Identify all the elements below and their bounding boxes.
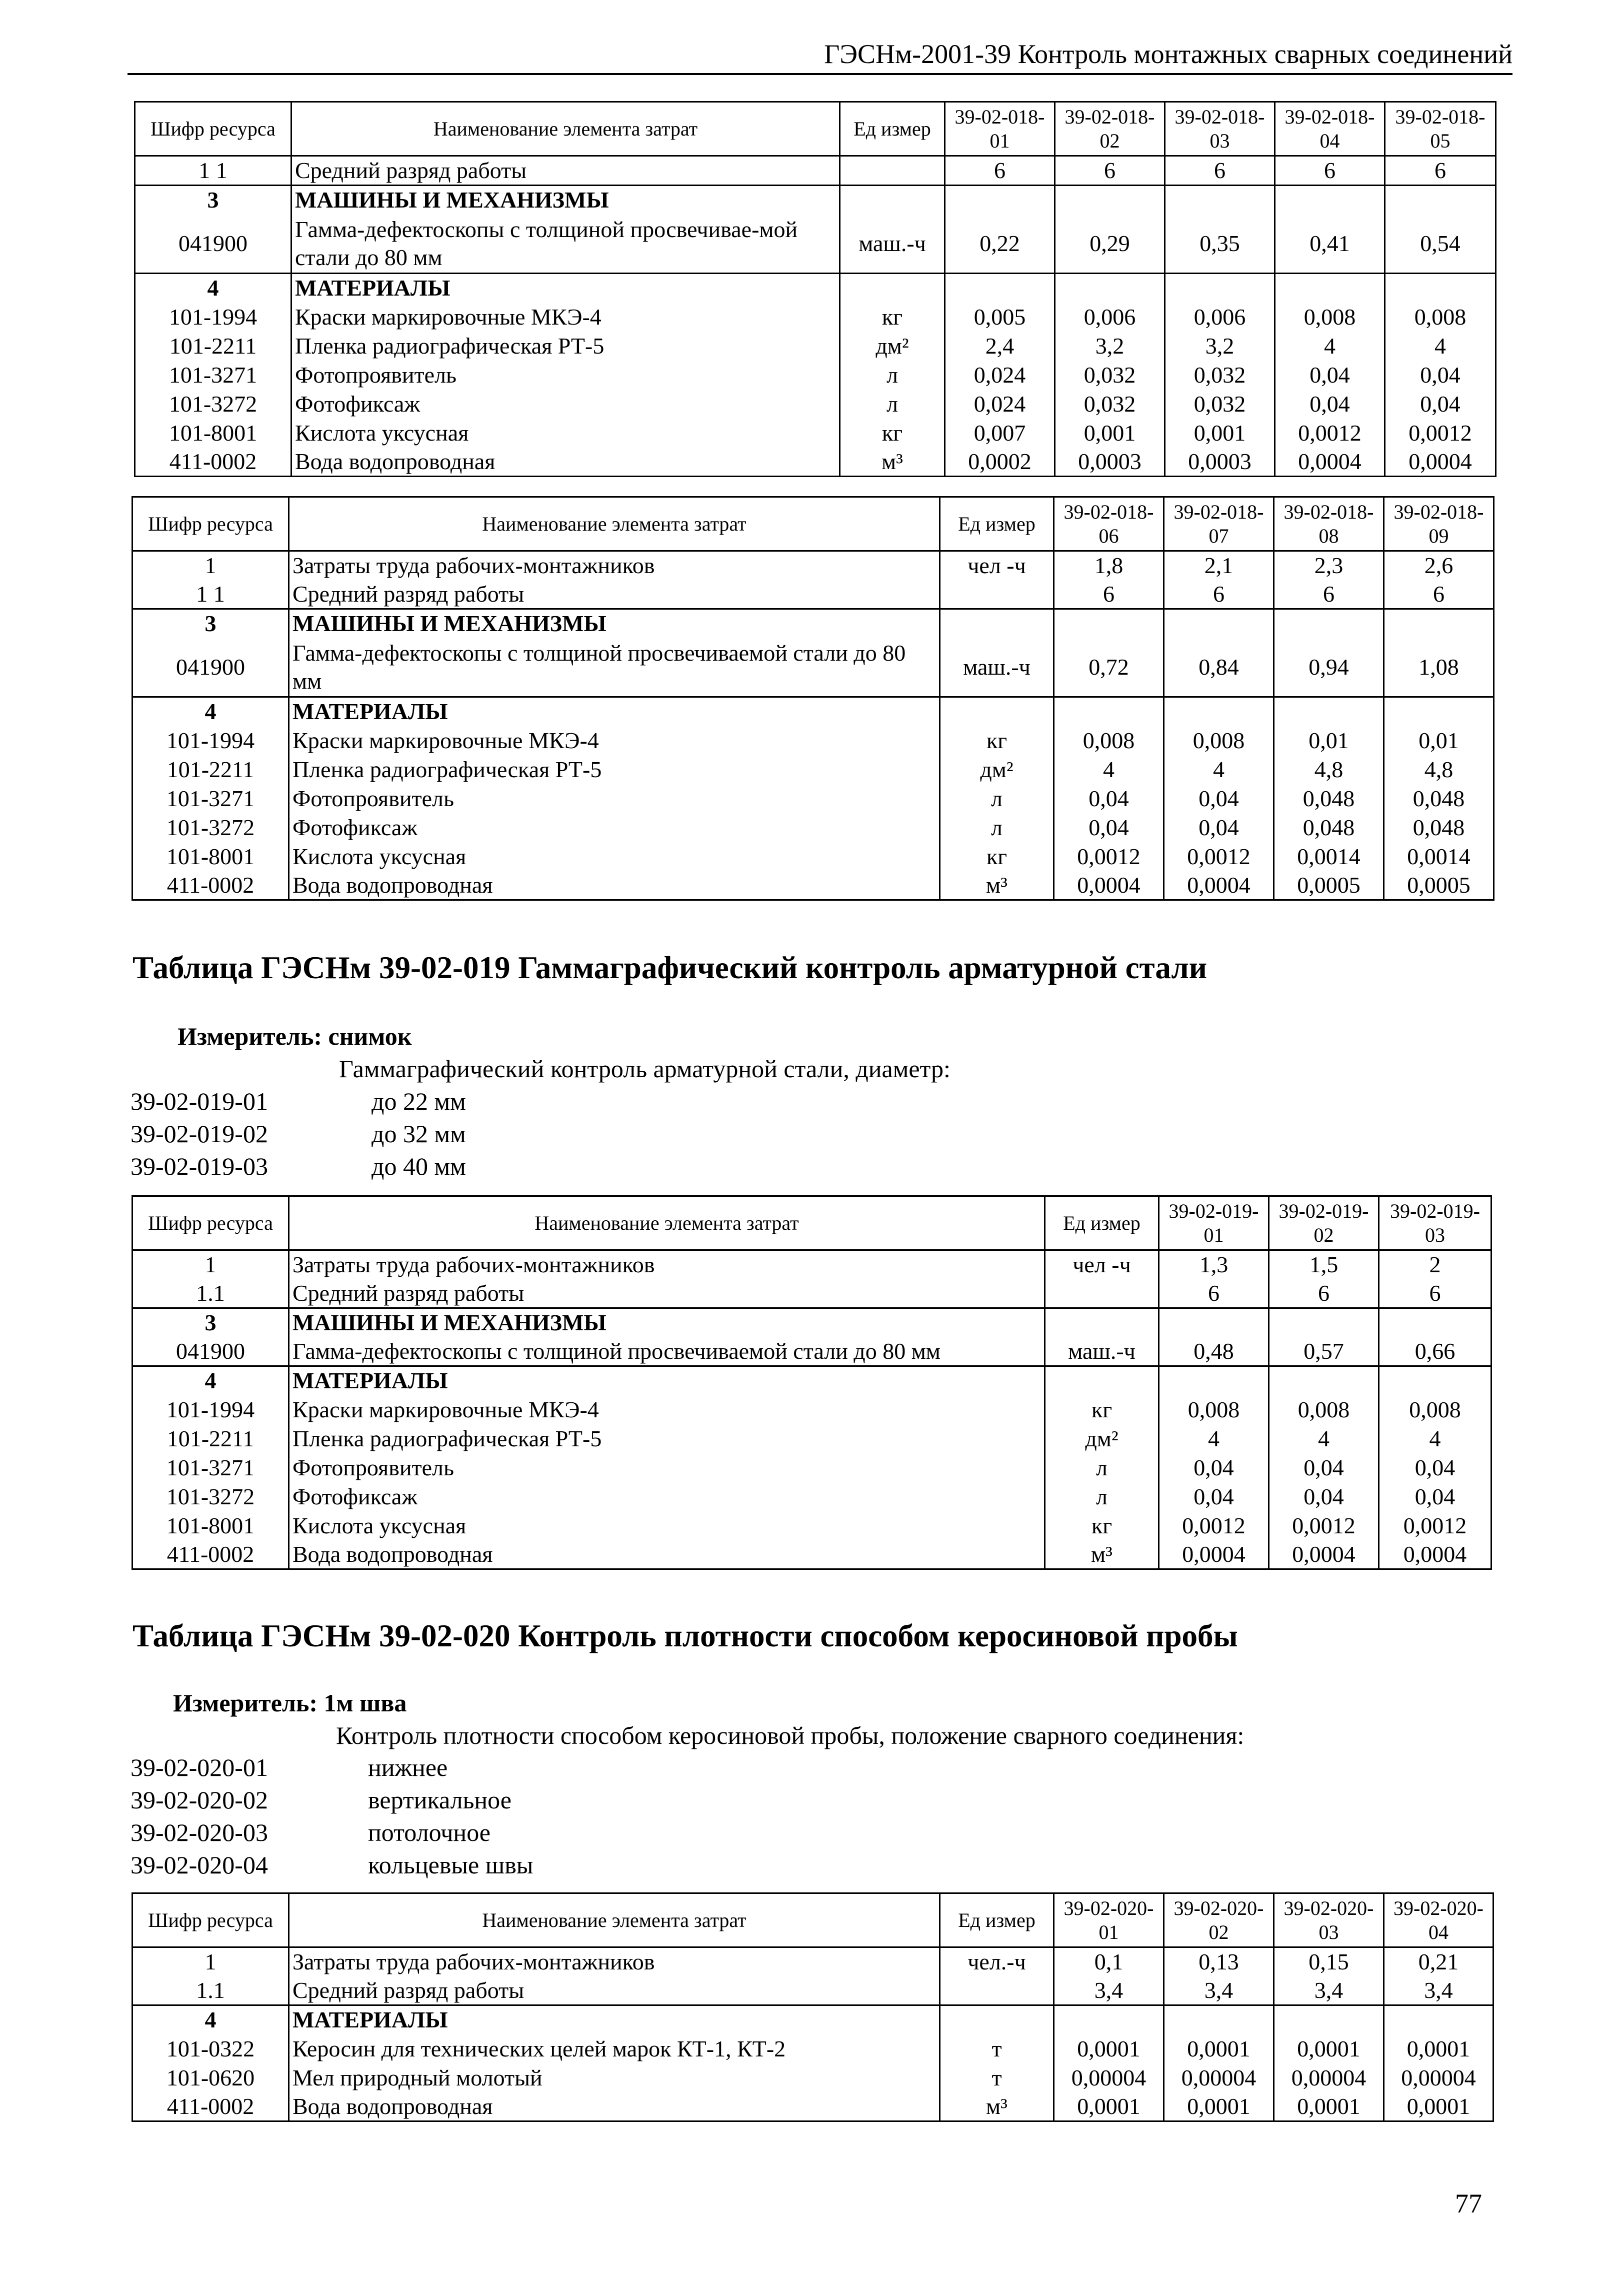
cell-code: 101-3272	[132, 1482, 289, 1511]
cell-value: 0,04	[1159, 1453, 1269, 1482]
cell-value: 0,00004	[1274, 2063, 1384, 2092]
section-heading: МАШИНЫ И МЕХАНИЗМЫ	[289, 609, 940, 638]
cell-name: Затраты труда рабочих-монтажников	[289, 1250, 1045, 1279]
cell-value: 0,00004	[1384, 2063, 1494, 2092]
header-rule	[128, 73, 1512, 75]
col-header-code-col: 39-02-018-05	[1385, 102, 1496, 156]
cell-code: 101-2211	[135, 332, 292, 361]
cell-code: 411-0002	[132, 1540, 289, 1569]
table-39-02-020	[132, 1892, 1494, 2122]
cell-unit: кг	[840, 303, 945, 332]
cell-value: 0,0004	[1385, 448, 1496, 477]
col-header-code-col: 39-02-018-08	[1274, 497, 1384, 551]
cell-code: 101-3272	[132, 813, 289, 842]
cell-code: 101-3272	[135, 390, 292, 419]
cell-value: 0,001	[1055, 419, 1165, 448]
cell-unit: л	[1045, 1482, 1159, 1511]
cell-value: 2,6	[1384, 551, 1494, 580]
cell-code: 4	[135, 274, 292, 303]
cell-code: 101-3271	[132, 784, 289, 813]
cell-value: 0,04	[1054, 813, 1164, 842]
cell-unit: маш.-ч	[940, 638, 1054, 697]
cell-value: 0,006	[1055, 303, 1165, 332]
section-description: Контроль плотности способом керосиновой пробы, положение сварного соединения:	[336, 1721, 1244, 1749]
cell-code: 101-2211	[132, 1424, 289, 1453]
cell-name: Пленка радиографическая РТ-5	[289, 755, 940, 784]
cell-unit: чел -ч	[1045, 1250, 1159, 1279]
col-header-code: Шифр ресурса	[135, 102, 292, 156]
col-header-unit: Ед измер	[940, 1893, 1054, 1947]
cell-value: 0,0014	[1274, 842, 1384, 871]
col-header-name: Наименование элемента затрат	[292, 102, 840, 156]
cell-value: 6	[1269, 1279, 1379, 1308]
cell-value: 0,007	[945, 419, 1055, 448]
cell-unit: кг	[940, 726, 1054, 755]
cell-unit: маш.-ч	[840, 215, 945, 274]
cell-value: 1,08	[1384, 638, 1494, 697]
cell-code: 3	[135, 186, 292, 215]
cell-value: 0,032	[1055, 361, 1165, 390]
col-header-code: Шифр ресурса	[132, 1893, 289, 1947]
cell-value: 0,1	[1054, 1947, 1164, 1976]
cell-name: Пленка радиографическая РТ-5	[292, 332, 840, 361]
cell-code: 1.1	[132, 1976, 289, 2005]
cell-unit	[940, 580, 1054, 609]
cell-name: Средний разряд работы	[289, 1976, 940, 2005]
cell-value: 0,0004	[1054, 871, 1164, 900]
cell-unit: л	[840, 361, 945, 390]
cell-value: 0,01	[1274, 726, 1384, 755]
cell-name: Затраты труда рабочих-монтажников	[289, 1947, 940, 1976]
cell-name: Краски маркировочные МКЭ-4	[289, 1395, 1045, 1424]
cell-code: 1	[132, 551, 289, 580]
cell-unit: маш.-ч	[1045, 1337, 1159, 1366]
cell-value: 0,0001	[1384, 2034, 1494, 2063]
cell-name: Краски маркировочные МКЭ-4	[292, 303, 840, 332]
cell-unit: м³	[940, 871, 1054, 900]
cell-value: 2,1	[1164, 551, 1274, 580]
meter-label: Измеритель:	[178, 1022, 322, 1050]
item-text: до 32 мм	[372, 1120, 466, 1148]
cell-value: 0,0014	[1384, 842, 1494, 871]
cell-unit: кг	[1045, 1511, 1159, 1540]
section-description: Гаммаграфический контроль арматурной стали, диаметр:	[339, 1055, 950, 1083]
cell-value: 4	[1054, 755, 1164, 784]
cell-unit	[1045, 1279, 1159, 1308]
cell-value: 0,41	[1275, 215, 1385, 274]
cell-code: 101-0322	[132, 2034, 289, 2063]
cell-code: 1 1	[132, 580, 289, 609]
cell-value: 3,4	[1054, 1976, 1164, 2005]
table-title: Таблица ГЭСНм 39-02-019 Гаммаграфический контроль арматурной стали	[132, 950, 1208, 985]
cell-value: 0,35	[1165, 215, 1275, 274]
cell-unit: л	[1045, 1453, 1159, 1482]
cell-value: 0,66	[1379, 1337, 1492, 1366]
col-header-code-col: 39-02-018-02	[1055, 102, 1165, 156]
cell-value: 4	[1164, 755, 1274, 784]
cell-unit: м³	[840, 448, 945, 477]
cell-name: Фотопроявитель	[292, 361, 840, 390]
cell-value: 1,3	[1159, 1250, 1269, 1279]
cell-unit: дм²	[940, 755, 1054, 784]
cell-code: 411-0002	[135, 448, 292, 477]
col-header-code-col: 39-02-018-03	[1165, 102, 1275, 156]
col-header-unit: Ед измер	[940, 497, 1054, 551]
cell-value: 0,15	[1274, 1947, 1384, 1976]
col-header-code: Шифр ресурса	[132, 497, 289, 551]
cell-code: 1	[132, 1250, 289, 1279]
cell-code: 101-1994	[132, 1395, 289, 1424]
col-header-code-col: 39-02-020-04	[1384, 1893, 1494, 1947]
cell-value: 0,54	[1385, 215, 1496, 274]
item-text: нижнее	[368, 1753, 448, 1781]
cell-code: 4	[132, 1366, 289, 1395]
section-heading: МАШИНЫ И МЕХАНИЗМЫ	[289, 1308, 1045, 1337]
cell-value: 0,0001	[1054, 2092, 1164, 2121]
cell-value: 0,04	[1164, 784, 1274, 813]
meter-line	[173, 1687, 406, 1718]
cell-unit: т	[940, 2034, 1054, 2063]
running-header: ГЭСНм-2001-39 Контроль монтажных сварных соединений	[824, 39, 1512, 69]
cell-name: Фотопроявитель	[289, 784, 940, 813]
cell-value: 0,032	[1165, 361, 1275, 390]
cell-value: 4,8	[1274, 755, 1384, 784]
cell-value: 0,008	[1379, 1395, 1492, 1424]
cell-code: 041900	[132, 1337, 289, 1366]
cell-value: 6	[1165, 156, 1275, 186]
cell-code: 101-1994	[135, 303, 292, 332]
cell-value: 0,0012	[1275, 419, 1385, 448]
cell-value: 0,00004	[1054, 2063, 1164, 2092]
cell-value: 0,72	[1054, 638, 1164, 697]
col-header-code-col: 39-02-019-01	[1159, 1196, 1269, 1250]
cell-value: 0,0001	[1164, 2092, 1274, 2121]
item-text: до 22 мм	[372, 1087, 466, 1115]
col-header-code-col: 39-02-018-07	[1164, 497, 1274, 551]
cell-value: 0,04	[1385, 390, 1496, 419]
cell-value: 0,04	[1379, 1453, 1492, 1482]
cell-value: 0,04	[1275, 390, 1385, 419]
cell-value: 6	[1384, 580, 1494, 609]
cell-code: 041900	[135, 215, 292, 274]
cell-value: 6	[945, 156, 1055, 186]
cell-value: 0,0001	[1384, 2092, 1494, 2121]
cell-value: 4	[1385, 332, 1496, 361]
cell-code: 101-8001	[135, 419, 292, 448]
section-heading: МАТЕРИАЛЫ	[292, 274, 840, 303]
cell-name: Пленка радиографическая РТ-5	[289, 1424, 1045, 1453]
cell-value: 0,0003	[1055, 448, 1165, 477]
cell-code: 1.1	[132, 1279, 289, 1308]
item-code: 39-02-019-01	[130, 1087, 268, 1115]
section-heading: МАТЕРИАЛЫ	[289, 697, 940, 726]
cell-name: Кислота уксусная	[289, 842, 940, 871]
cell-value: 0,0001	[1164, 2034, 1274, 2063]
cell-code: 101-0620	[132, 2063, 289, 2092]
cell-code: 3	[132, 609, 289, 638]
cell-name: Средний разряд работы	[289, 580, 940, 609]
cell-value: 6	[1379, 1279, 1492, 1308]
cell-value: 0,0012	[1269, 1511, 1379, 1540]
cell-value: 0,005	[945, 303, 1055, 332]
item-code: 39-02-020-02	[130, 1786, 268, 1814]
cell-value: 0,21	[1384, 1947, 1494, 1976]
item-code: 39-02-019-02	[130, 1120, 268, 1148]
cell-unit: дм²	[1045, 1424, 1159, 1453]
cell-code: 4	[132, 2005, 289, 2034]
cell-value: 6	[1159, 1279, 1269, 1308]
cell-code: 411-0002	[132, 2092, 289, 2121]
cell-value: 0,008	[1269, 1395, 1379, 1424]
cell-value: 3,4	[1164, 1976, 1274, 2005]
cell-value: 4,8	[1384, 755, 1494, 784]
col-header-code-col: 39-02-020-02	[1164, 1893, 1274, 1947]
col-header-code-col: 39-02-018-06	[1054, 497, 1164, 551]
cell-value: 0,032	[1165, 390, 1275, 419]
cell-value: 0,0004	[1275, 448, 1385, 477]
cell-unit: л	[940, 784, 1054, 813]
meter-value: 1м шва	[324, 1689, 407, 1717]
cell-value: 0,024	[945, 390, 1055, 419]
cell-unit: м³	[940, 2092, 1054, 2121]
col-header-code: Шифр ресурса	[132, 1196, 289, 1250]
cell-value: 0,0004	[1164, 871, 1274, 900]
cell-name: Фотофиксаж	[292, 390, 840, 419]
cell-value: 2	[1379, 1250, 1492, 1279]
cell-value: 0,00004	[1164, 2063, 1274, 2092]
cell-value: 0,0002	[945, 448, 1055, 477]
meter-label: Измеритель:	[173, 1689, 318, 1717]
cell-value: 3,2	[1055, 332, 1165, 361]
cell-code: 101-8001	[132, 1511, 289, 1540]
cell-name: Гамма-дефектоскопы с толщиной просвечиваемой стали до 80 мм	[289, 638, 940, 697]
cell-code: 041900	[132, 638, 289, 697]
cell-value: 0,04	[1054, 784, 1164, 813]
col-header-name: Наименование элемента затрат	[289, 1893, 940, 1947]
section-heading: МАШИНЫ И МЕХАНИЗМЫ	[292, 186, 840, 215]
cell-code: 101-1994	[132, 726, 289, 755]
cell-value: 4	[1159, 1424, 1269, 1453]
item-code: 39-02-020-03	[130, 1818, 268, 1846]
cell-value: 6	[1274, 580, 1384, 609]
cell-value: 0,008	[1275, 303, 1385, 332]
cell-value: 3,4	[1384, 1976, 1494, 2005]
cell-code: 411-0002	[132, 871, 289, 900]
cell-value: 0,008	[1164, 726, 1274, 755]
cell-name: Гамма-дефектоскопы с толщиной просвечиваемой стали до 80 мм	[289, 1337, 1045, 1366]
col-header-name: Наименование элемента затрат	[289, 497, 940, 551]
col-header-code-col: 39-02-018-09	[1384, 497, 1494, 551]
cell-name: Фотофиксаж	[289, 813, 940, 842]
cell-value: 1,8	[1054, 551, 1164, 580]
cell-code: 3	[132, 1308, 289, 1337]
cell-value: 3,2	[1165, 332, 1275, 361]
item-text: вертикальное	[368, 1786, 512, 1814]
cell-name: Кислота уксусная	[289, 1511, 1045, 1540]
cell-unit: дм²	[840, 332, 945, 361]
col-header-code-col: 39-02-018-04	[1275, 102, 1385, 156]
meter-line	[178, 1021, 412, 1052]
cell-value: 0,008	[1159, 1395, 1269, 1424]
cell-value: 0,04	[1379, 1482, 1492, 1511]
cell-value: 0,0004	[1159, 1540, 1269, 1569]
cell-value: 0,84	[1164, 638, 1274, 697]
cell-value: 0,04	[1269, 1482, 1379, 1511]
cell-value: 0,22	[945, 215, 1055, 274]
cell-value: 0,01	[1384, 726, 1494, 755]
meter-value: снимок	[328, 1022, 412, 1050]
item-code: 39-02-019-03	[130, 1152, 268, 1180]
cell-name: Средний разряд работы	[292, 156, 840, 186]
cell-value: 0,0005	[1274, 871, 1384, 900]
cell-name: Фотопроявитель	[289, 1453, 1045, 1482]
cell-value: 0,048	[1384, 784, 1494, 813]
cell-value: 0,0004	[1379, 1540, 1492, 1569]
col-header-name: Наименование элемента затрат	[289, 1196, 1045, 1250]
item-code: 39-02-020-01	[130, 1753, 268, 1781]
item-text: до 40 мм	[372, 1152, 466, 1180]
cell-code: 101-8001	[132, 842, 289, 871]
cell-code: 4	[132, 697, 289, 726]
cell-value: 0,0012	[1385, 419, 1496, 448]
cell-code: 101-2211	[132, 755, 289, 784]
cell-value: 3,4	[1274, 1976, 1384, 2005]
cell-value: 0,048	[1384, 813, 1494, 842]
cell-value: 0,48	[1159, 1337, 1269, 1366]
item-code: 39-02-020-04	[130, 1851, 268, 1879]
cell-value: 0,006	[1165, 303, 1275, 332]
cell-unit	[840, 156, 945, 186]
table-39-02-018-part1	[134, 101, 1496, 477]
cell-value: 4	[1275, 332, 1385, 361]
cell-value: 0,032	[1055, 390, 1165, 419]
cell-value: 0,0012	[1164, 842, 1274, 871]
item-text: кольцевые швы	[368, 1851, 534, 1879]
cell-value: 0,0001	[1274, 2092, 1384, 2121]
table-title: Таблица ГЭСНм 39-02-020 Контроль плотности способом керосиновой пробы	[132, 1618, 1238, 1653]
cell-value: 6	[1385, 156, 1496, 186]
cell-name: Вода водопроводная	[292, 448, 840, 477]
cell-name: Кислота уксусная	[292, 419, 840, 448]
section-heading: МАТЕРИАЛЫ	[289, 2005, 940, 2034]
cell-value: 6	[1054, 580, 1164, 609]
cell-value: 0,048	[1274, 784, 1384, 813]
cell-value: 0,0001	[1274, 2034, 1384, 2063]
item-text: потолочное	[368, 1818, 490, 1846]
cell-value: 0,008	[1385, 303, 1496, 332]
cell-value: 6	[1164, 580, 1274, 609]
col-header-code-col: 39-02-019-02	[1269, 1196, 1379, 1250]
cell-value: 0,94	[1274, 638, 1384, 697]
cell-code: 101-3271	[135, 361, 292, 390]
cell-unit: чел -ч	[940, 551, 1054, 580]
cell-unit: л	[940, 813, 1054, 842]
col-header-unit: Ед измер	[840, 102, 945, 156]
col-header-unit: Ед измер	[1045, 1196, 1159, 1250]
cell-name: Гамма-дефектоскопы с толщиной просвечивае-мой стали до 80 мм	[292, 215, 840, 274]
table-39-02-019	[132, 1195, 1492, 1570]
cell-value: 4	[1269, 1424, 1379, 1453]
cell-value: 2,3	[1274, 551, 1384, 580]
cell-value: 0,0004	[1269, 1540, 1379, 1569]
cell-value: 1,5	[1269, 1250, 1379, 1279]
cell-unit: кг	[840, 419, 945, 448]
cell-unit: т	[940, 2063, 1054, 2092]
cell-value: 0,13	[1164, 1947, 1274, 1976]
cell-unit: кг	[1045, 1395, 1159, 1424]
cell-value: 0,0001	[1054, 2034, 1164, 2063]
cell-value: 2,4	[945, 332, 1055, 361]
col-header-code-col: 39-02-020-03	[1274, 1893, 1384, 1947]
col-header-code-col: 39-02-020-01	[1054, 1893, 1164, 1947]
cell-value: 0,008	[1054, 726, 1164, 755]
cell-value: 0,001	[1165, 419, 1275, 448]
cell-value: 0,04	[1269, 1453, 1379, 1482]
cell-unit: чел.-ч	[940, 1947, 1054, 1976]
cell-value: 0,04	[1159, 1482, 1269, 1511]
cell-name: Керосин для технических целей марок КТ-1, КТ-2	[289, 2034, 940, 2063]
cell-value: 0,0012	[1379, 1511, 1492, 1540]
cell-unit: кг	[940, 842, 1054, 871]
cell-unit	[940, 1976, 1054, 2005]
cell-value: 0,29	[1055, 215, 1165, 274]
col-header-code-col: 39-02-018-01	[945, 102, 1055, 156]
cell-name: Средний разряд работы	[289, 1279, 1045, 1308]
section-heading: МАТЕРИАЛЫ	[289, 1366, 1045, 1395]
cell-value: 0,04	[1275, 361, 1385, 390]
page-number: 77	[1455, 2188, 1482, 2218]
cell-value: 0,04	[1164, 813, 1274, 842]
cell-code: 1	[132, 1947, 289, 1976]
cell-code: 1 1	[135, 156, 292, 186]
cell-name: Вода водопроводная	[289, 871, 940, 900]
cell-name: Фотофиксаж	[289, 1482, 1045, 1511]
cell-value: 0,024	[945, 361, 1055, 390]
cell-value: 0,0003	[1165, 448, 1275, 477]
cell-value: 4	[1379, 1424, 1492, 1453]
col-header-code-col: 39-02-019-03	[1379, 1196, 1492, 1250]
cell-name: Вода водопроводная	[289, 1540, 1045, 1569]
cell-unit: м³	[1045, 1540, 1159, 1569]
cell-value: 6	[1055, 156, 1165, 186]
cell-value: 0,0012	[1159, 1511, 1269, 1540]
cell-name: Вода водопроводная	[289, 2092, 940, 2121]
cell-unit: л	[840, 390, 945, 419]
cell-value: 0,57	[1269, 1337, 1379, 1366]
cell-name: Мел природный молотый	[289, 2063, 940, 2092]
cell-value: 0,0012	[1054, 842, 1164, 871]
cell-value: 0,048	[1274, 813, 1384, 842]
cell-value: 0,04	[1385, 361, 1496, 390]
cell-value: 0,0005	[1384, 871, 1494, 900]
cell-value: 6	[1275, 156, 1385, 186]
cell-name: Краски маркировочные МКЭ-4	[289, 726, 940, 755]
cell-code: 101-3271	[132, 1453, 289, 1482]
table-39-02-018-part2	[132, 496, 1494, 901]
cell-name: Затраты труда рабочих-монтажников	[289, 551, 940, 580]
